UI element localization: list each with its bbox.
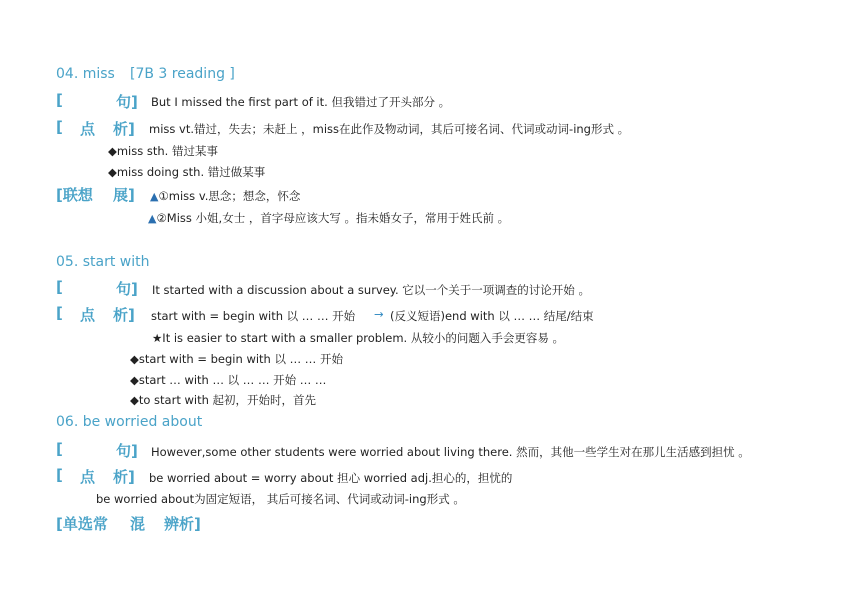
section-06-note: be worried about为固定短语， 其后可接名词、代词或动词-ing形式 。 (96, 492, 465, 506)
section-05-title: 05. start with (56, 254, 150, 270)
section-06-analysis: be worried about = worry about 担心 worried adj.担心的，担忧的 (149, 471, 513, 485)
footer-tag-2: 混 (130, 515, 146, 533)
dianxi-open-bracket: [ (56, 118, 63, 136)
ju-open-bracket: [ (56, 278, 63, 296)
dianxi-label-2: 析] (113, 306, 135, 324)
triangle-icon: ▲ (150, 190, 159, 203)
section-04-bullet-2: ◆miss doing sth. 错过做某事 (108, 165, 266, 179)
section-06-title: 06. be worried about (56, 414, 203, 430)
lianxiang-item-1 (150, 188, 300, 204)
section-06-sentence: However,some other students were worried about living there. 然而，其他一些学生对在那儿生活感到担忧 。 (151, 445, 750, 459)
ju-open-bracket: [ (56, 440, 63, 458)
section-05-analysis: start with = begin with 以 … … 开始 (151, 309, 356, 323)
dianxi-label-1: 点 (80, 468, 96, 486)
ju-label: 句] (116, 442, 138, 460)
section-04-title: 04. miss (56, 66, 115, 82)
triangle-icon: ▲ (148, 212, 157, 225)
arrow-icon: → (374, 307, 384, 321)
section-05-bullet-3: ◆to start with 起初，开始时，首先 (130, 393, 317, 407)
section-05-bullet-2: ◆start … with … 以 … … 开始 … … (130, 373, 327, 387)
ju-label: 句] (116, 280, 138, 298)
lianxiang-label-2: 展] (113, 186, 135, 204)
dianxi-label-2: 析] (113, 468, 135, 486)
lianxiang-label-1: [联想 (56, 186, 93, 204)
section-05-example: ★It is easier to start with a smaller problem. 从较小的问题入手会更容易 。 (152, 331, 565, 345)
dianxi-label-1: 点 (80, 306, 96, 324)
ju-label: 句] (116, 93, 138, 111)
section-05-antonym: (反义短语)end with 以 … … 结尾/结束 (390, 309, 594, 323)
footer-tag-1: [单选常 (56, 515, 108, 533)
ju-open-bracket: [ (56, 91, 63, 109)
section-04-reference: [7B 3 reading ] (130, 66, 235, 82)
dianxi-label-1: 点 (80, 120, 96, 138)
lianxiang-item-1-text: ①miss v.思念；想念，怀念 (158, 189, 301, 203)
section-05-bullet-1: ◆start with = begin with 以 … … 开始 (130, 352, 343, 366)
dianxi-label-2: 析] (113, 120, 135, 138)
dianxi-open-bracket: [ (56, 304, 63, 322)
section-04-sentence: But I missed the first part of it. 但我错过了开头部分 。 (151, 95, 451, 109)
lianxiang-item-2 (148, 210, 509, 226)
section-04-bullet-1: ◆miss sth. 错过某事 (108, 144, 218, 158)
dianxi-open-bracket: [ (56, 466, 63, 484)
footer-tag-3: 辨析] (164, 515, 201, 533)
section-04-analysis: miss vt.错过，失去；未赶上 ，miss在此作及物动词，其后可接名词、代词或动词-ing形式 。 (149, 122, 630, 136)
lianxiang-item-2-text: ②Miss 小姐,女士 ，首字母应该大写 。指未婚女子，常用于姓氏前 。 (156, 211, 510, 225)
section-05-sentence: It started with a discussion about a survey. 它以一个关于一项调查的讨论开始 。 (152, 283, 590, 297)
